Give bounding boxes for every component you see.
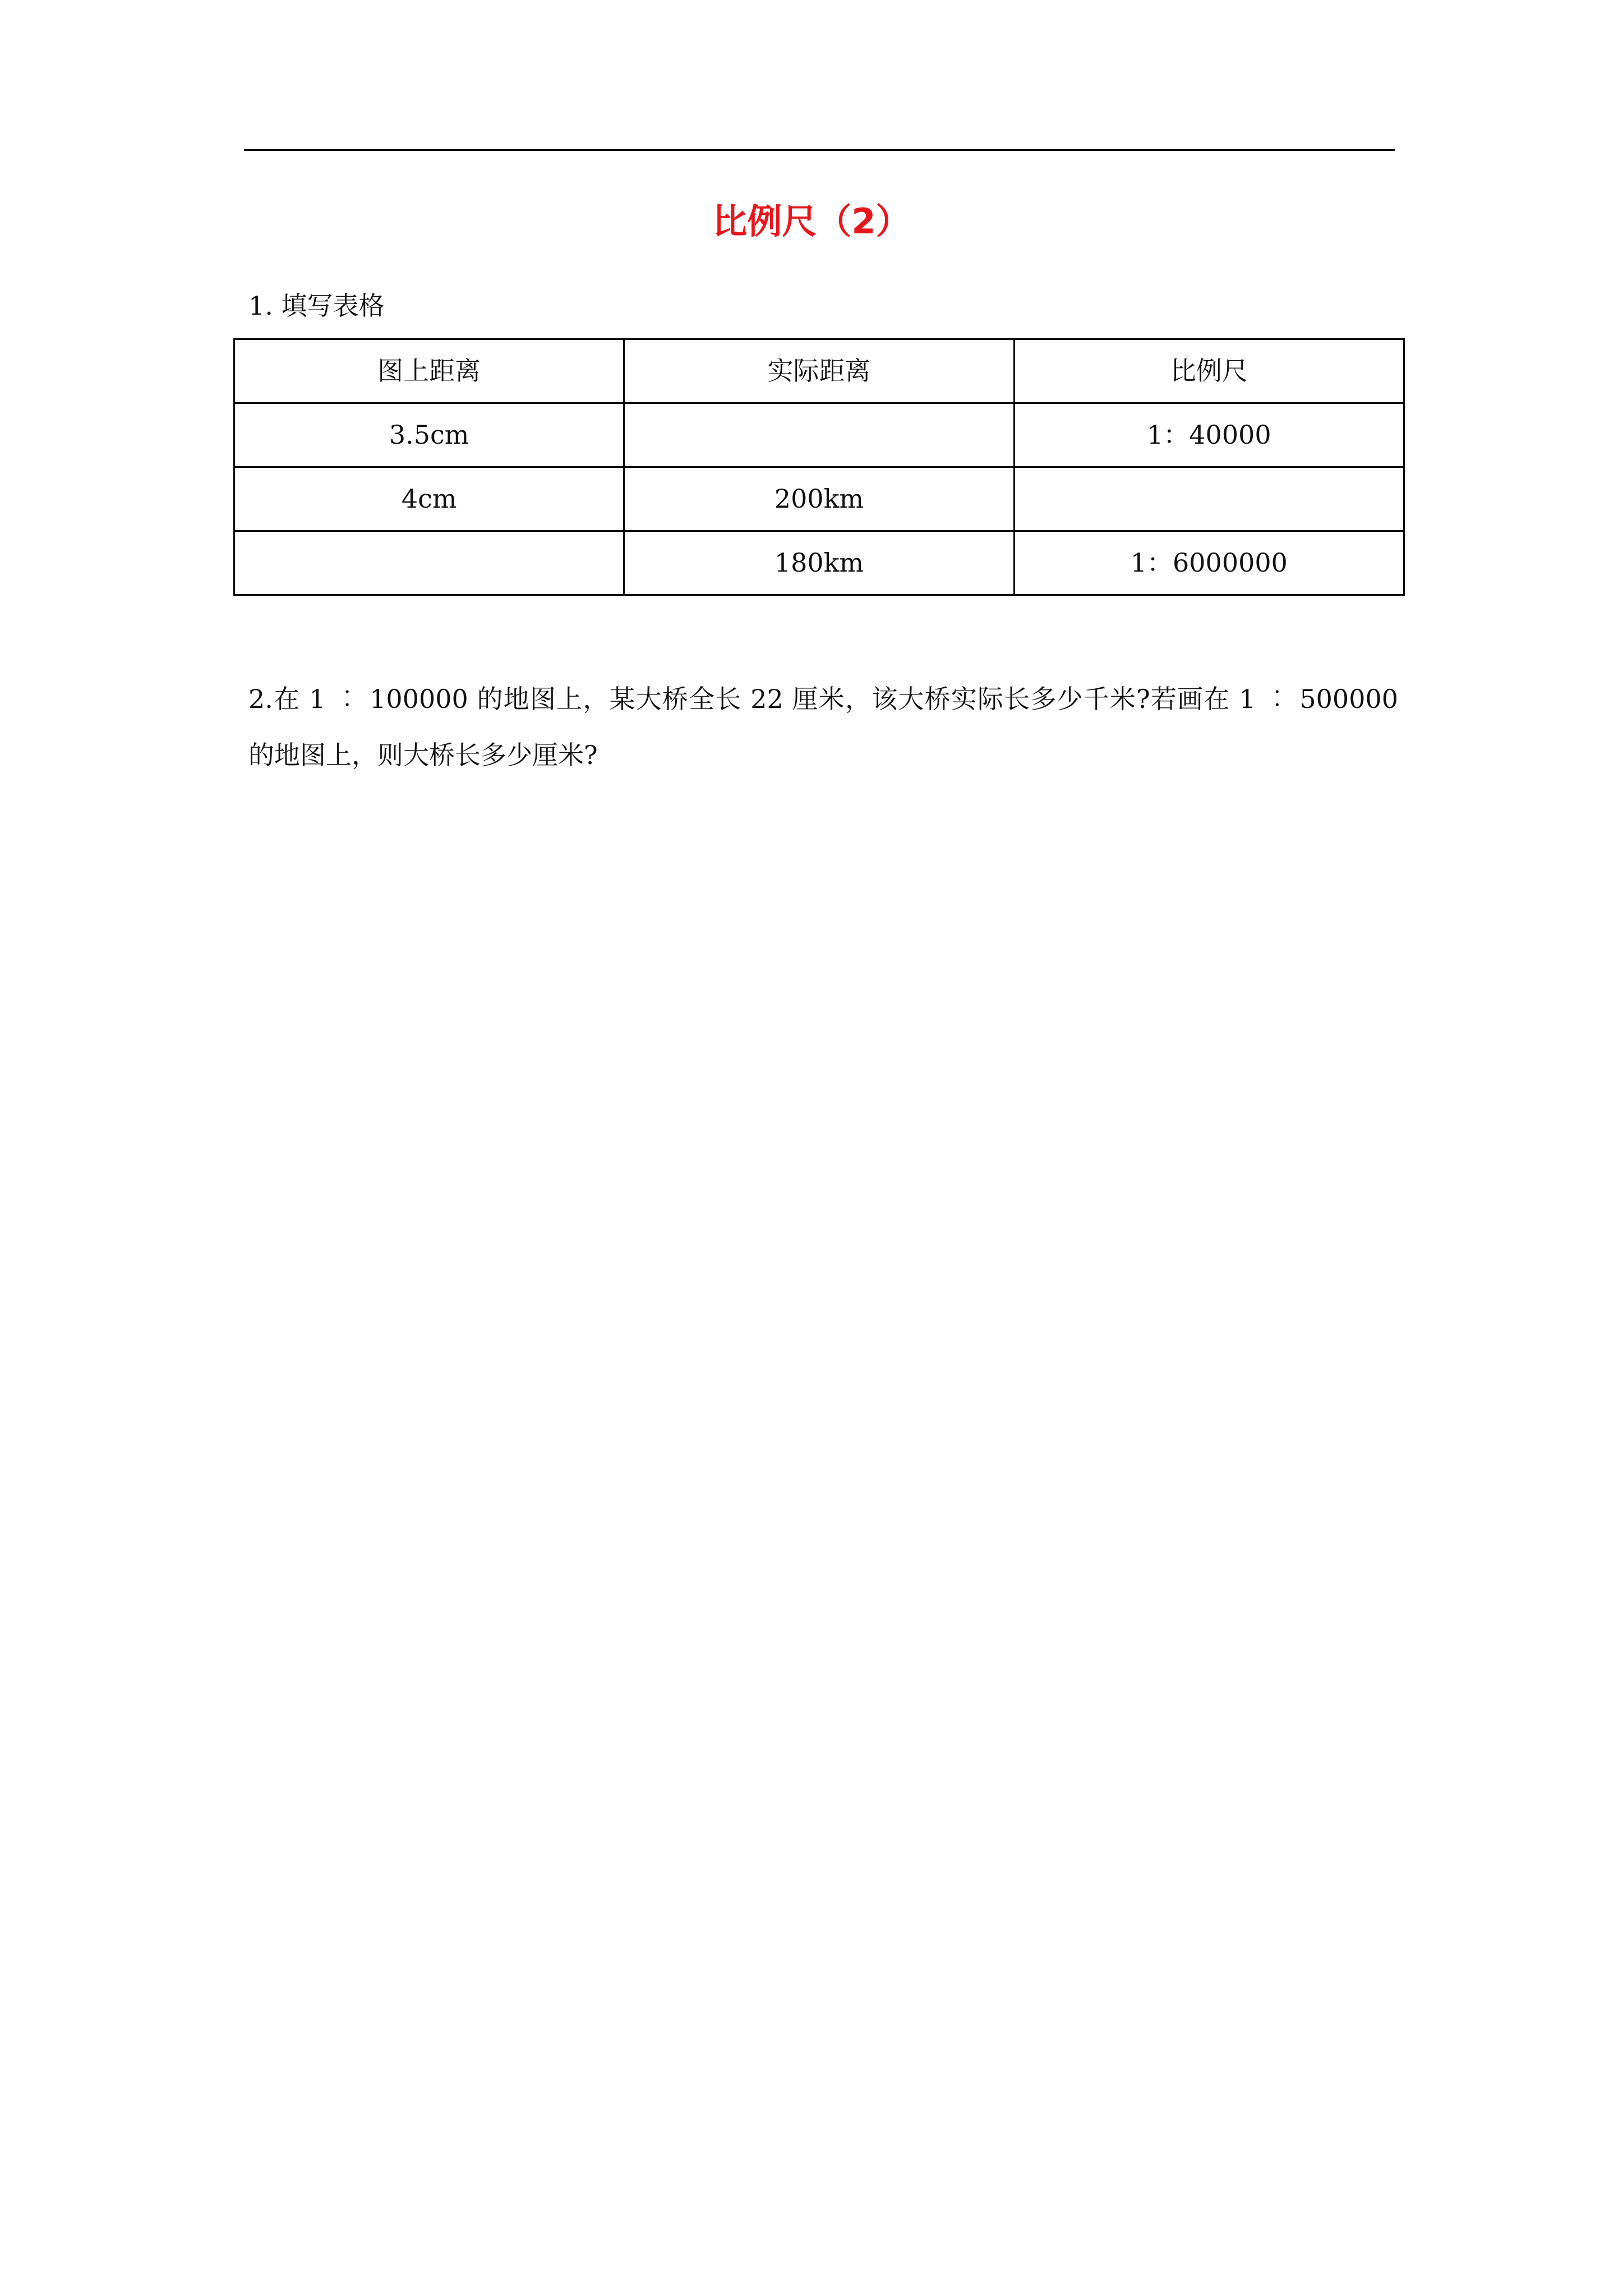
table-header-cell: 图上距离 bbox=[234, 339, 624, 403]
table-cell-blank bbox=[1014, 467, 1404, 531]
table-header-row bbox=[234, 339, 1404, 403]
table-cell: 1：6000000 bbox=[1014, 531, 1404, 595]
table-header-cell: 比例尺 bbox=[1014, 339, 1404, 403]
table-cell: 4cm bbox=[234, 467, 624, 531]
page-title: 比例尺（2） bbox=[712, 201, 911, 242]
question-1-label: 1. 填写表格 bbox=[248, 291, 385, 321]
header-rule bbox=[244, 149, 1395, 151]
table-cell-blank bbox=[234, 531, 624, 595]
question-2-text: 2.在 1 ︰ 100000 的地图上，某大桥全长 22 厘米，该大桥实际长多少千米?若画在 1 ︰ 500000 的地图上，则大桥长多少厘米? bbox=[248, 684, 1398, 770]
table-row bbox=[234, 467, 1404, 531]
table-header-cell: 实际距离 bbox=[624, 339, 1014, 403]
table-cell-blank bbox=[624, 403, 1014, 467]
scale-table bbox=[233, 338, 1405, 596]
table-cell: 180km bbox=[624, 531, 1014, 595]
table-cell: 200km bbox=[624, 467, 1014, 531]
table-cell: 1：40000 bbox=[1014, 403, 1404, 467]
table-row bbox=[234, 531, 1404, 595]
table-cell: 3.5cm bbox=[234, 403, 624, 467]
table-row bbox=[234, 403, 1404, 467]
